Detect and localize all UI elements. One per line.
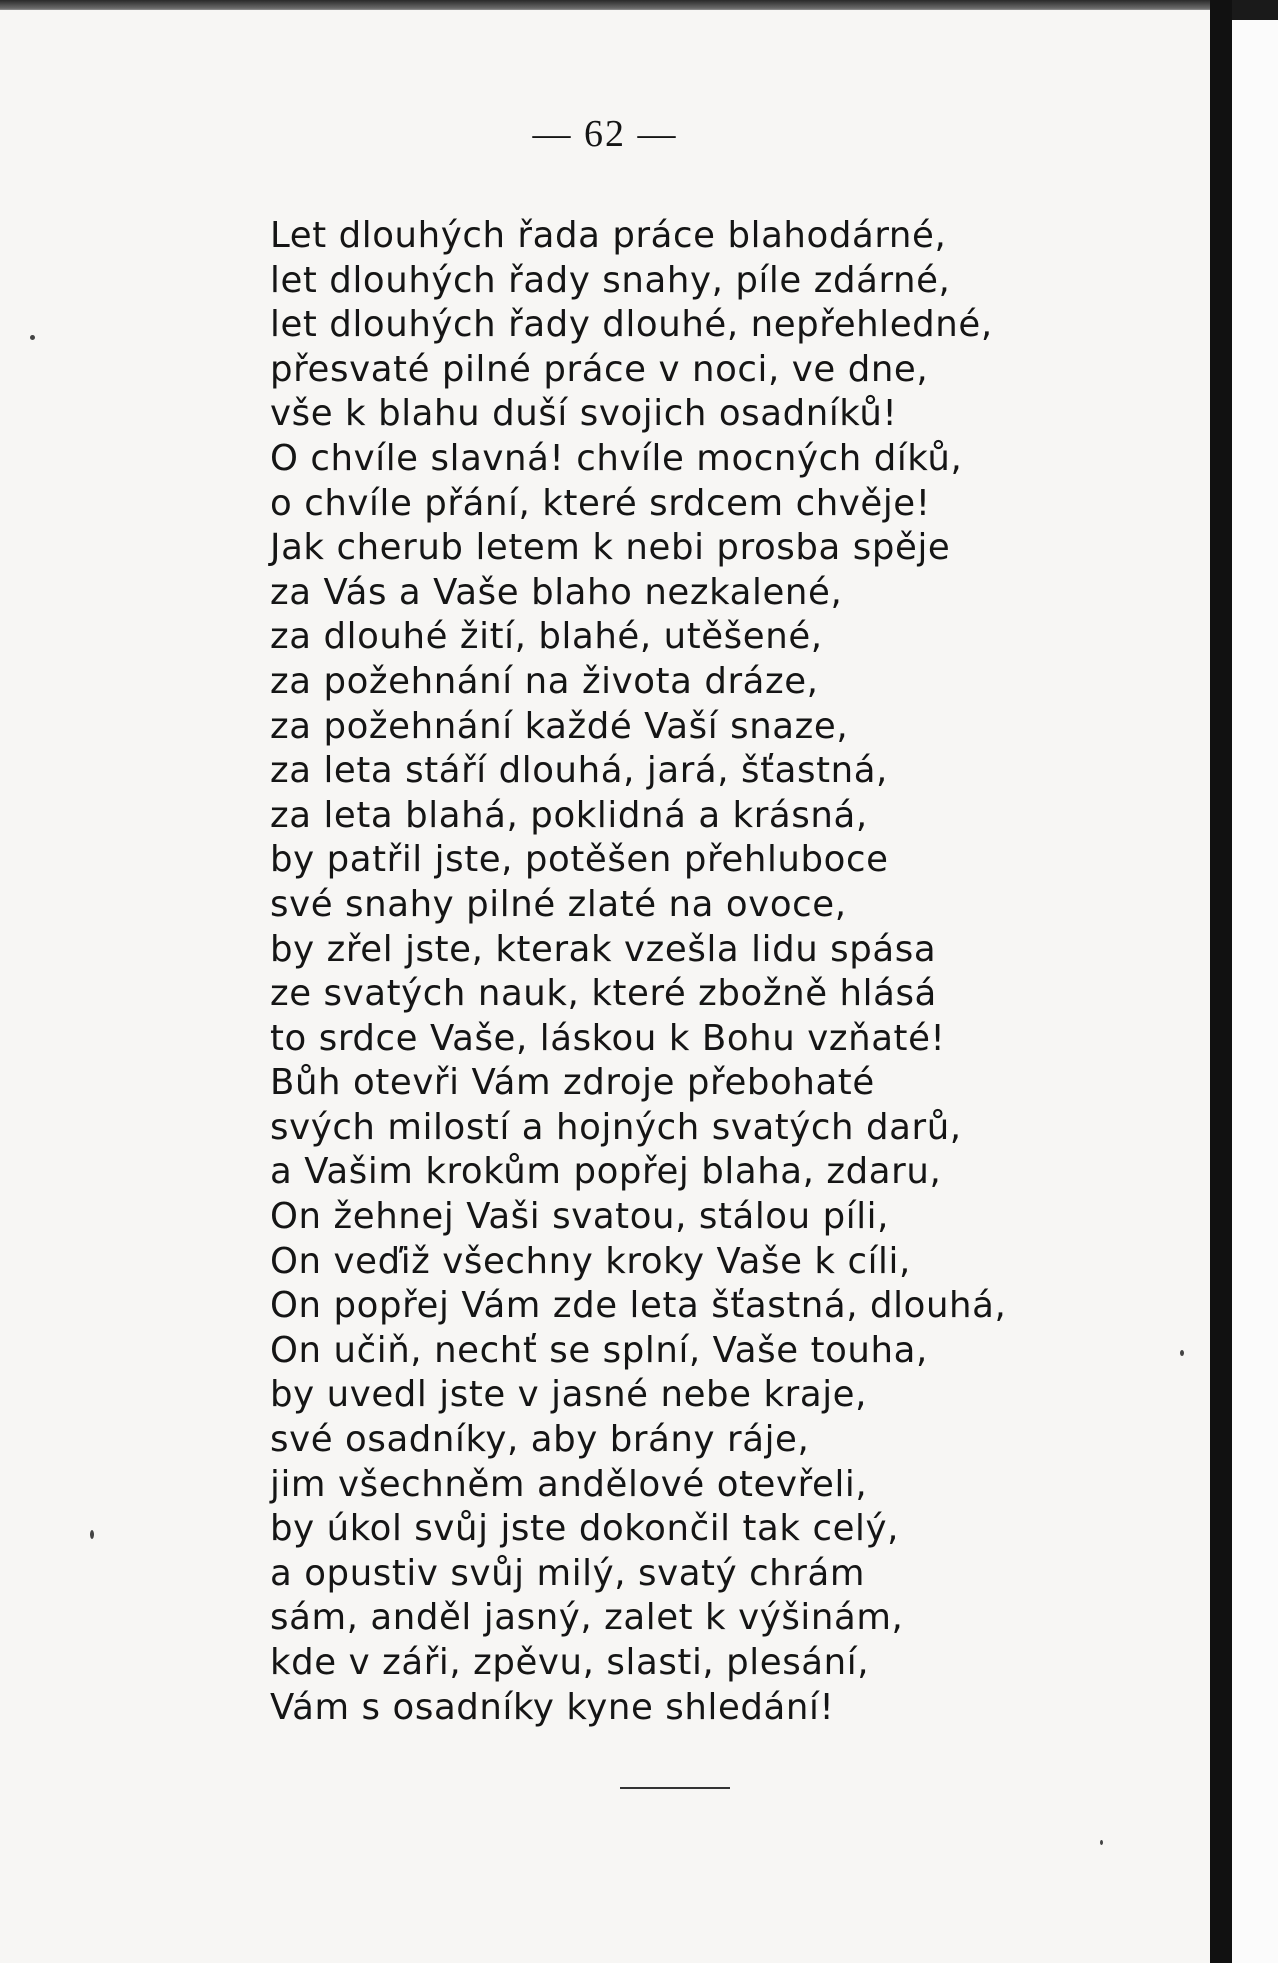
- poem-line: za Vás a Vaše blaho nezkalené,: [270, 571, 843, 613]
- poem-line: svých milostí a hojných svatých darů,: [270, 1106, 962, 1148]
- poem-line: o chvíle přání, které srdcem chvěje!: [270, 482, 931, 524]
- poem-line: a opustiv svůj milý, svatý chrám: [270, 1552, 866, 1594]
- scan-speck: [30, 335, 35, 340]
- poem-line: za dlouhé žití, blahé, utěšené,: [270, 616, 823, 658]
- poem-line: Jak cherub letem k nebi prosba spěje: [270, 527, 951, 569]
- poem-line: za požehnání každé Vaší snaze,: [270, 705, 849, 747]
- poem-line: let dlouhých řady dlouhé, nepřehledné,: [270, 304, 993, 346]
- poem-line: by patřil jste, potěšen přehluboce: [270, 839, 889, 881]
- poem-line: to srdce Vaše, láskou k Bohu vzňaté!: [270, 1017, 946, 1059]
- poem-text: [270, 214, 1130, 1730]
- scan-right-strip: [1232, 20, 1278, 1963]
- poem-line: let dlouhých řady snahy, píle zdárné,: [270, 259, 951, 301]
- page-number: — 62 —: [532, 113, 678, 155]
- poem-line: sám, anděl jasný, zalet k výšinám,: [270, 1597, 904, 1639]
- poem-line: O chvíle slavná! chvíle mocných díků,: [270, 437, 963, 479]
- scan-speck: [90, 1530, 94, 1539]
- scan-speck: [1180, 1350, 1184, 1356]
- poem-line: své snahy pilné zlaté na ovoce,: [270, 883, 847, 925]
- poem-line: by úkol svůj jste dokončil tak celý,: [270, 1508, 899, 1550]
- poem-line: přesvaté pilné práce v noci, ve dne,: [270, 348, 929, 390]
- end-rule: [620, 1787, 730, 1789]
- poem-line: On popřej Vám zde leta šťastná, dlouhá,: [270, 1285, 1007, 1327]
- poem-line: ze svatých nauk, které zbožně hlásá: [270, 973, 937, 1015]
- poem-line: své osadníky, aby brány ráje,: [270, 1419, 810, 1461]
- poem-line: Vám s osadníky kyne shledání!: [270, 1686, 835, 1728]
- poem-line: za leta blahá, poklidná a krásná,: [270, 794, 868, 836]
- poem-line: by uvedl jste v jasné nebe kraje,: [270, 1374, 867, 1416]
- poem-line: On učiň, nechť se splní, Vaše touha,: [270, 1329, 928, 1371]
- poem-line: by zřel jste, kterak vzešla lidu spása: [270, 928, 937, 970]
- poem-line: On veďiž všechny kroky Vaše k cíli,: [270, 1240, 911, 1282]
- poem-line: On žehnej Vaši svatou, stálou píli,: [270, 1196, 890, 1238]
- scan-strip-edge: [1232, 0, 1278, 22]
- scan-speck: [1100, 1840, 1103, 1845]
- poem-line: Let dlouhých řada práce blahodárné,: [270, 215, 947, 256]
- poem-line: kde v záři, zpěvu, slasti, plesání,: [270, 1642, 870, 1683]
- poem-line: za leta stáří dlouhá, jará, šťastná,: [270, 750, 888, 792]
- poem-line: za požehnání na života dráze,: [270, 660, 819, 702]
- poem-line: a Vašim krokům popřej blaha, zdaru,: [270, 1151, 942, 1193]
- poem-line: vše k blahu duší svojich osadníků!: [270, 393, 898, 435]
- poem-line: Bůh otevři Vám zdroje přebohaté: [270, 1062, 875, 1104]
- scan-right-border: [1210, 0, 1232, 1963]
- poem-line: jim všechněm andělové otevřeli,: [270, 1463, 868, 1505]
